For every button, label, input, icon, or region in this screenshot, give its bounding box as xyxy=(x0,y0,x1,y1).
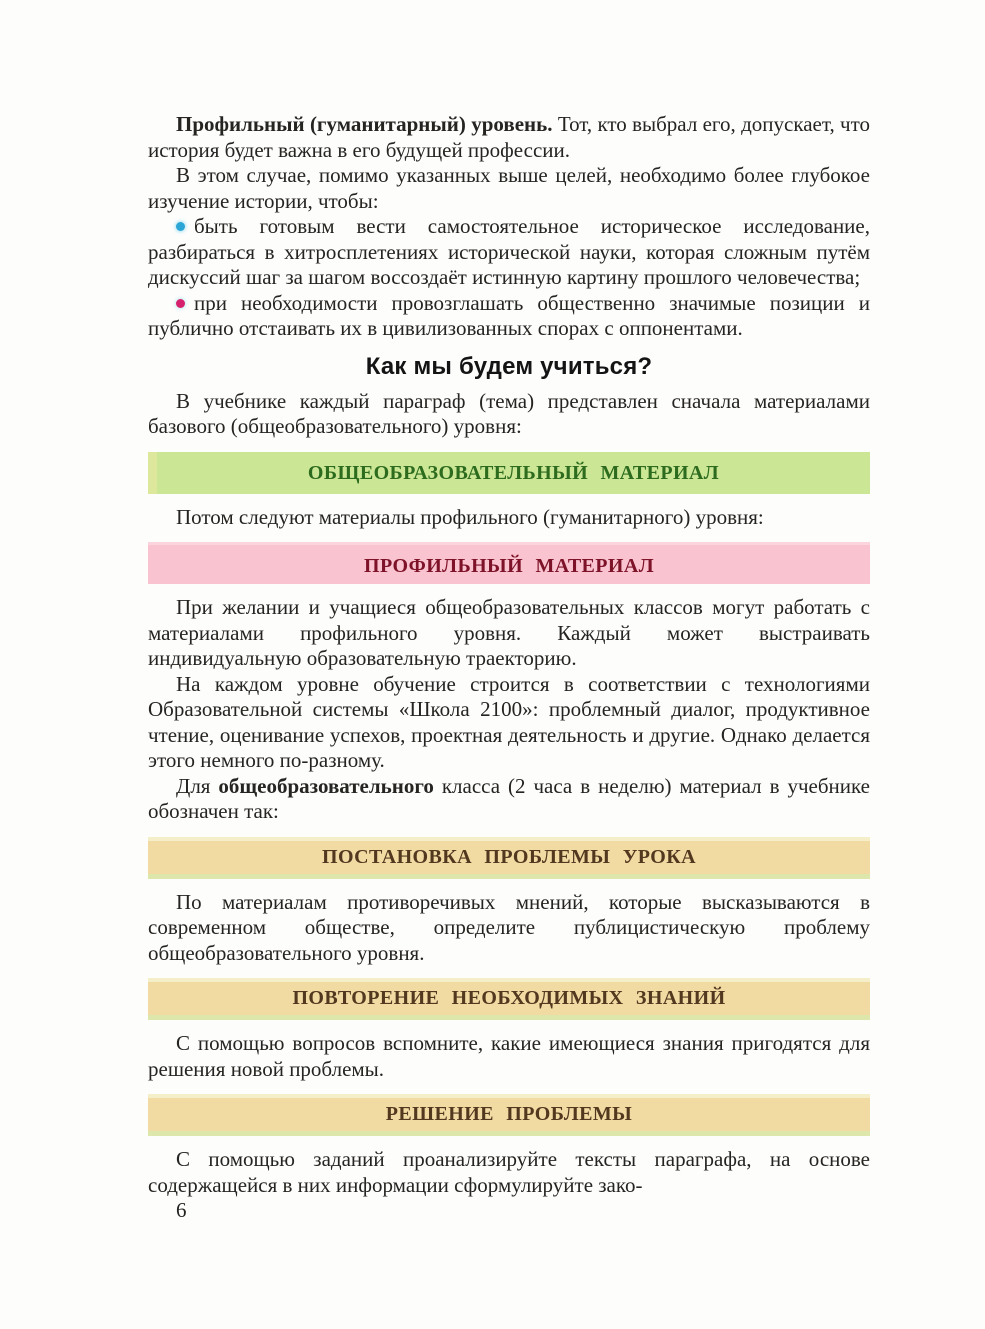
bullet-item-positions xyxy=(148,291,870,342)
banner-profile-material: ПРОФИЛЬНЫЙ МАТЕРИАЛ xyxy=(148,542,870,584)
paragraph-post: класса (2 часа в неделю) материал в учебнике обозначен так: xyxy=(148,773,870,823)
paragraph-school-2100: На каждом уровне обучение строится в соответствии с технологиями Образовательной системы «Школа 2100»: проблемный диалог, продуктивное чтение, оценивание успехов, проектная деятельность и другие. Однако делается этого немного по-разному. xyxy=(148,671,870,772)
paragraph-problem-setting-desc: По материалам противоречивых мнений, которые высказываются в современном обществе, определите публицистическую проблему общеобразовательного уровня. xyxy=(148,889,870,965)
paragraph-profile-level xyxy=(148,112,870,163)
paragraph-knowledge-review-desc: С помощью вопросов вспомните, какие имеющиеся знания пригодятся для решения новой проблемы. xyxy=(148,1031,870,1081)
bullet-dot-icon xyxy=(176,299,185,308)
paragraph-lead-bold: Профильный (гуманитарный) уровень. xyxy=(176,112,553,136)
paragraph-textbook-structure: В учебнике каждый параграф (тема) представлен сначала материалами базового (общеобразовательного) уровня: xyxy=(148,388,870,438)
bullet-item-research xyxy=(148,214,870,291)
paragraph-optional-work: При желании и учащиеся общеобразовательных классов могут работать с материалами профильного уровня. Каждый может выстраивать индивидуальную образовательную траекторию. xyxy=(148,595,870,670)
banner-knowledge-review: ПОВТОРЕНИЕ НЕОБХОДИМЫХ ЗНАНИЙ xyxy=(148,978,870,1020)
banner-general-material: ОБЩЕОБРАЗОВАТЕЛЬНЫЙ МАТЕРИАЛ xyxy=(148,452,870,494)
bullet-text: быть готовым вести самостоятельное историческое исследование, разбираться в хитросплетениях исторической науки, которая сложным путём дискуссий шаг за шагом воссоздаёт истинную картину прошлого человечества; xyxy=(148,214,870,289)
page-number: 6 xyxy=(176,1198,187,1222)
text-column xyxy=(148,112,870,1224)
paragraph-bold-word: общеобразовательного xyxy=(218,773,434,798)
paragraph-general-class xyxy=(148,774,870,825)
paragraph-problem-solving-desc: С помощью заданий проанализируйте тексты параграфа, на основе содержащейся в них информации сформулируйте зако- xyxy=(148,1147,870,1197)
banner-problem-solving: РЕШЕНИЕ ПРОБЛЕМЫ xyxy=(148,1094,870,1136)
paragraph-goals-intro: В этом случае, помимо указанных выше целей, необходимо более глубокое изучение истории, чтобы: xyxy=(148,163,870,213)
paragraph-pre: Для xyxy=(176,773,219,798)
bullet-text: при необходимости провозглашать общественно значимые позиции и публично отстаивать их в цивилизованных спорах с оппонентами. xyxy=(148,290,870,340)
bullet-dot-icon xyxy=(176,222,185,231)
banner-problem-setting: ПОСТАНОВКА ПРОБЛЕМЫ УРОКА xyxy=(148,837,870,879)
section-heading: Как мы будем учиться? xyxy=(365,352,653,380)
paragraph-lead-rest: Тот, кто выбрал его, допускает, что история будет важна в его будущей профессии. xyxy=(148,112,870,162)
paragraph-then-profile: Потом следуют материалы профильного (гуманитарного) уровня: xyxy=(176,504,764,529)
